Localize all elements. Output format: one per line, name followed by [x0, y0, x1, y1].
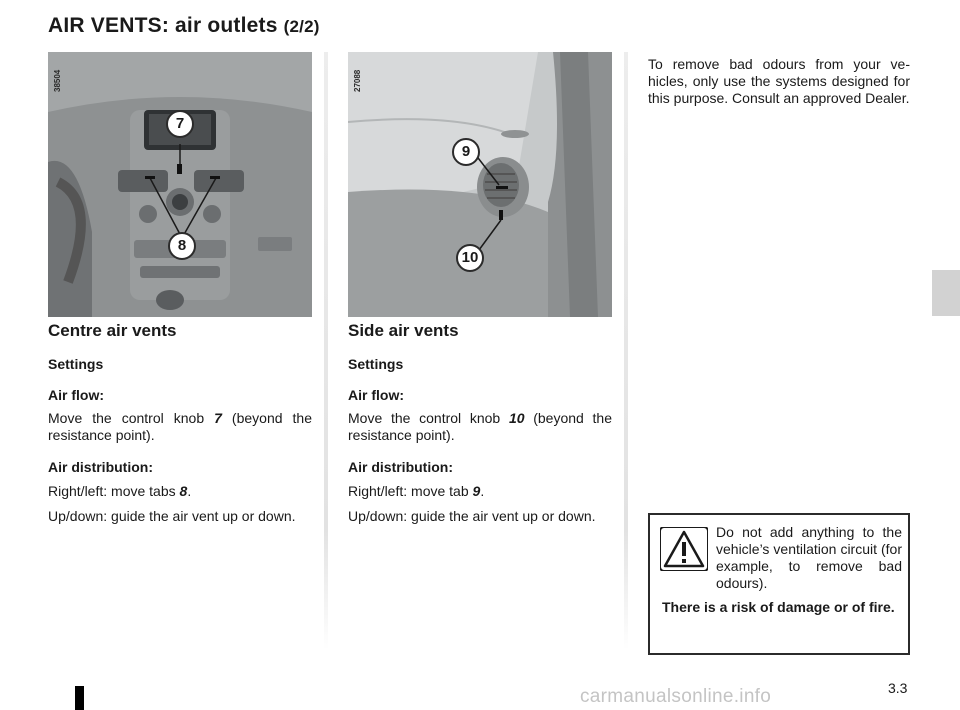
centre-vents-illustration: [48, 52, 312, 317]
centre-settings-heading: Settings: [48, 356, 104, 372]
centre-rightleft-text: [48, 483, 312, 500]
side-airflow-text: [348, 410, 612, 444]
side-settings-heading: Settings: [348, 356, 404, 372]
centre-airflow-label: Air flow:: [48, 387, 104, 403]
callout-10: 10: [456, 244, 484, 272]
side-updown-text: Up/down: guide the air vent up or down.: [348, 508, 596, 524]
column-divider: [624, 52, 628, 650]
callout-8: 8: [168, 232, 196, 260]
title-text: AIR VENTS: air outlets: [48, 14, 278, 37]
text-span: .: [480, 483, 485, 499]
side-distribution-label: Air distribution:: [348, 459, 453, 475]
side-airflow-label: Air flow:: [348, 387, 404, 403]
dashboard-drawing: [48, 52, 312, 317]
column-divider: [324, 52, 328, 650]
text-span: Right/left: move tabs: [48, 483, 180, 499]
warning-triangle-icon: [660, 527, 708, 576]
text-span: (beyond the resistance point).: [48, 410, 312, 443]
ref-8: 8: [179, 483, 188, 499]
ref-10: 10: [508, 410, 525, 426]
side-dashboard-drawing: [348, 52, 612, 317]
callout-7: 7: [166, 110, 194, 138]
page-title: [48, 14, 320, 38]
text-span: Right/left: move tab: [348, 483, 473, 499]
text-span: Move the control knob: [48, 410, 215, 426]
side-vents-heading: Side air vents: [348, 321, 459, 340]
side-vent-illustration: [348, 52, 612, 317]
watermark: carmanualsonline.info: [580, 686, 772, 707]
warning-text: Do not add anything to the vehicle’s ventilation circuit (for example, to remove bad odours).: [716, 524, 902, 591]
title-suffix: (2/2): [283, 17, 320, 36]
text-span: .: [187, 483, 192, 499]
callout-9: 9: [452, 138, 480, 166]
warning-box: [648, 513, 910, 655]
figure-code: 27088: [353, 69, 362, 92]
chapter-tab: [932, 270, 960, 316]
odour-note: To remove bad odours from your ve-hicles, only use the systems designed for this purpose. Consult an approved Dealer.: [648, 56, 910, 106]
centre-vents-heading: Centre air vents: [48, 321, 177, 340]
ref-7: 7: [214, 410, 222, 426]
text-span: Move the control knob: [348, 410, 509, 426]
figure-code: 38504: [53, 69, 62, 92]
centre-distribution-label: Air distribution:: [48, 459, 153, 475]
side-rightleft-text: [348, 483, 612, 500]
ref-9: 9: [472, 483, 481, 499]
page-number: 3.3: [888, 680, 908, 696]
centre-updown-text: Up/down: guide the air vent up or down.: [48, 508, 296, 524]
warning-risk-text: There is a risk of damage or of fire.: [662, 599, 895, 615]
crop-mark: [75, 686, 84, 710]
centre-airflow-text: [48, 410, 312, 444]
text-span: (beyond the resistance point).: [348, 410, 612, 443]
